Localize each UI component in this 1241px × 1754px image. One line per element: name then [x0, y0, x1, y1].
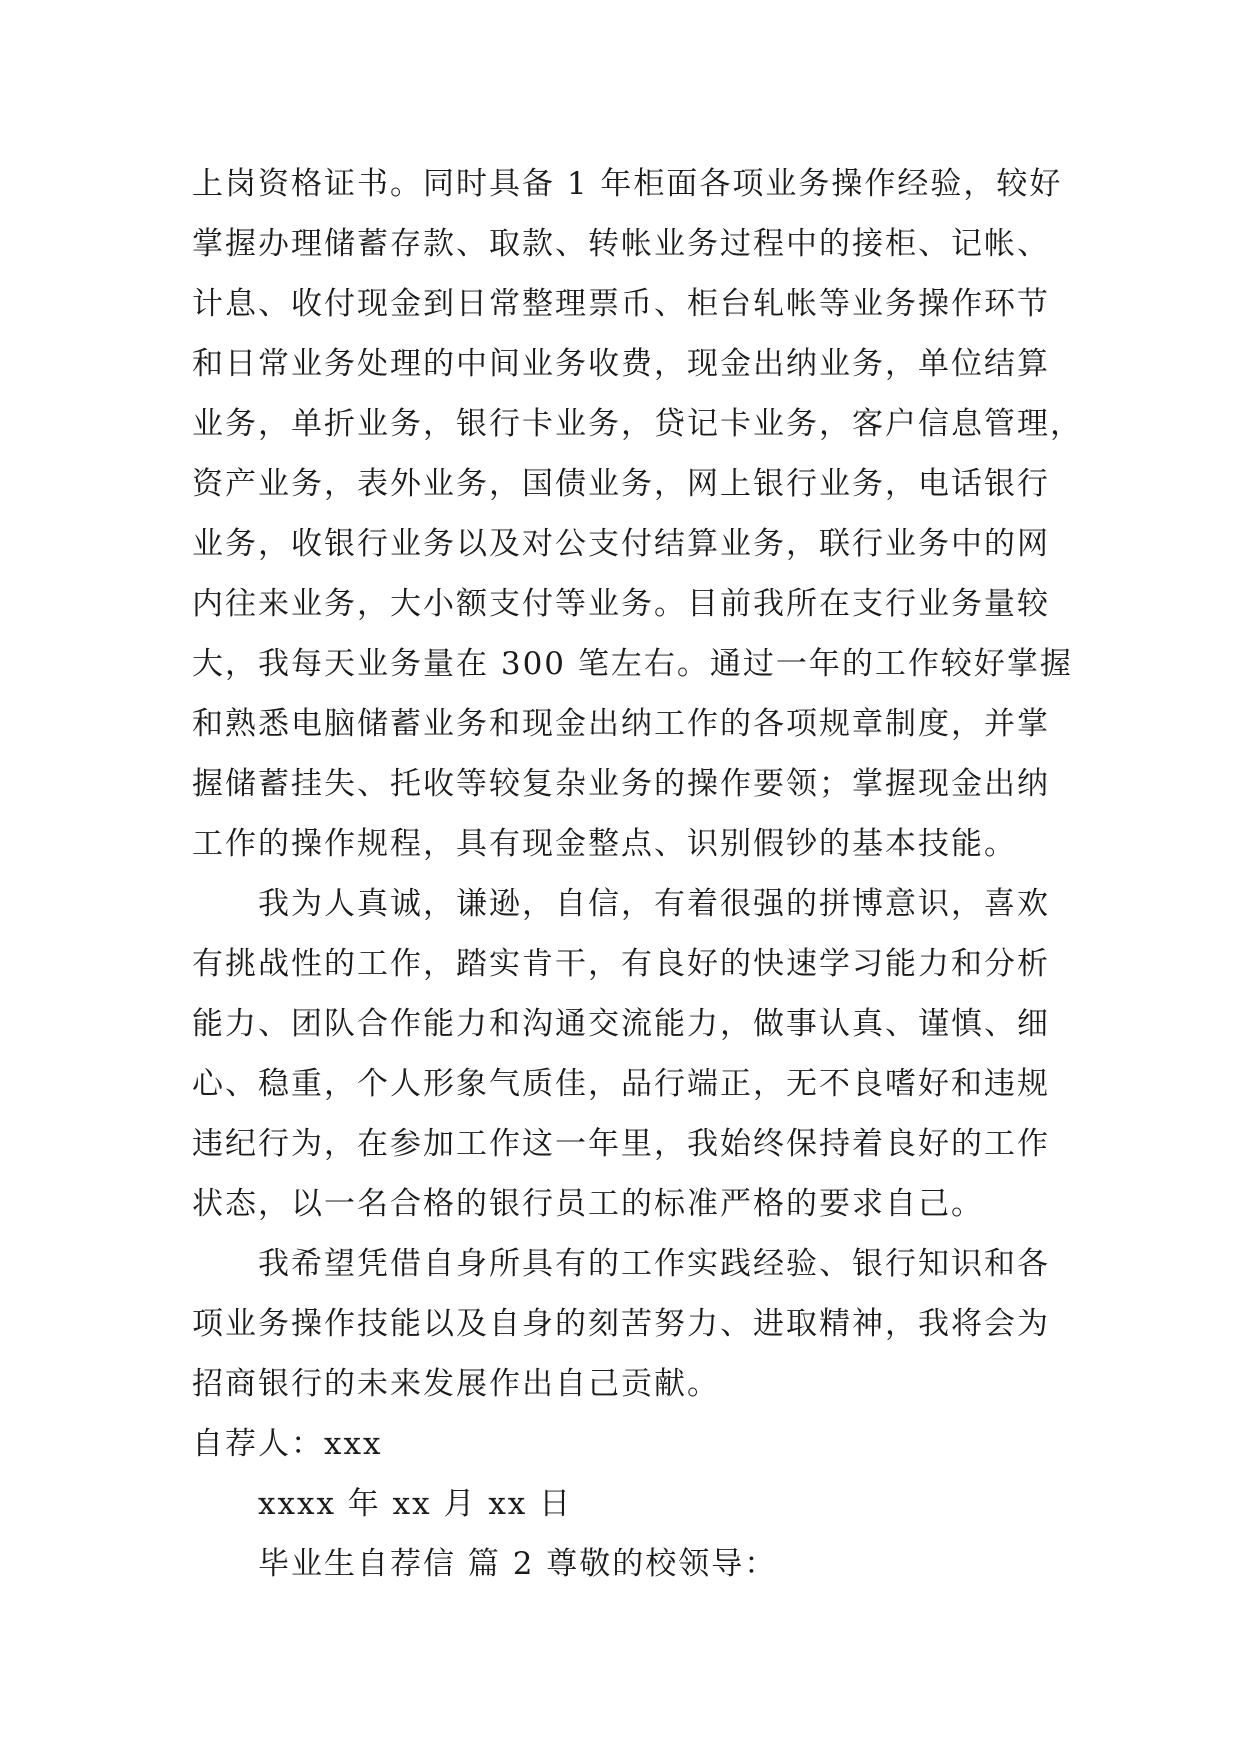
- text-line: 上岗资格证书。同时具备 1 年柜面各项业务操作经验，较好: [192, 166, 1063, 202]
- text-line: 业务，单折业务，银行卡业务，贷记卡业务，客户信息管理，: [192, 406, 1083, 442]
- text-line: 工作的操作规程，具有现金整点、识别假钞的基本技能。: [192, 826, 1017, 862]
- text-line: 状态，以一名合格的银行员工的标准严格的要求自己。: [192, 1186, 984, 1222]
- text-line: 资产业务，表外业务，国债业务，网上银行业务，电话银行: [192, 466, 1050, 502]
- text-line: 项业务操作技能以及自身的刻苦努力、进取精神，我将会为: [192, 1306, 1050, 1342]
- text-line: 业务，收银行业务以及对公支付结算业务，联行业务中的网: [192, 526, 1050, 562]
- text-line: 内往来业务，大小额支付等业务。目前我所在支行业务量较: [192, 586, 1050, 622]
- signature: 自荐人：xxx: [192, 1426, 383, 1462]
- text-line: 大，我每天业务量在 300 笔左右。通过一年的工作较好掌握: [192, 646, 1073, 682]
- text-line: 和熟悉电脑储蓄业务和现金出纳工作的各项规章制度，并掌: [192, 706, 1050, 742]
- text-line: 有挑战性的工作，踏实肯干，有良好的快速学习能力和分析: [192, 946, 1050, 982]
- date: xxxx 年 xx 月 xx 日: [258, 1486, 573, 1522]
- text-line: 能力、团队合作能力和沟通交流能力，做事认真、谨慎、细: [192, 1006, 1050, 1042]
- text-line: 违纪行为，在参加工作这一年里，我始终保持着良好的工作: [192, 1126, 1050, 1162]
- text-line: 我希望凭借自身所具有的工作实践经验、银行知识和各: [258, 1246, 1050, 1282]
- text-line: 心、稳重，个人形象气质佳，品行端正，无不良嗜好和违规: [192, 1066, 1050, 1102]
- next-letter-heading: 毕业生自荐信 篇 2 尊敬的校领导：: [258, 1546, 778, 1582]
- text-line: 招商银行的未来发展作出自己贡献。: [192, 1366, 720, 1402]
- text-line: 握储蓄挂失、托收等较复杂业务的操作要领；掌握现金出纳: [192, 766, 1050, 802]
- letter-body: [192, 154, 1083, 1594]
- paragraph-aspiration: [192, 1234, 1052, 1414]
- text-line: 和日常业务处理的中间业务收费，现金出纳业务，单位结算: [192, 346, 1050, 382]
- text-line: 掌握办理储蓄存款、取款、转帐业务过程中的接柜、记帐、: [192, 226, 1050, 262]
- text-line: 计息、收付现金到日常整理票币、柜台轧帐等业务操作环节: [192, 286, 1050, 322]
- text-line: 我为人真诚，谦逊，自信，有着很强的拼博意识，喜欢: [258, 886, 1050, 922]
- paragraph-experience: [192, 154, 1083, 874]
- paragraph-personality: [192, 874, 1052, 1234]
